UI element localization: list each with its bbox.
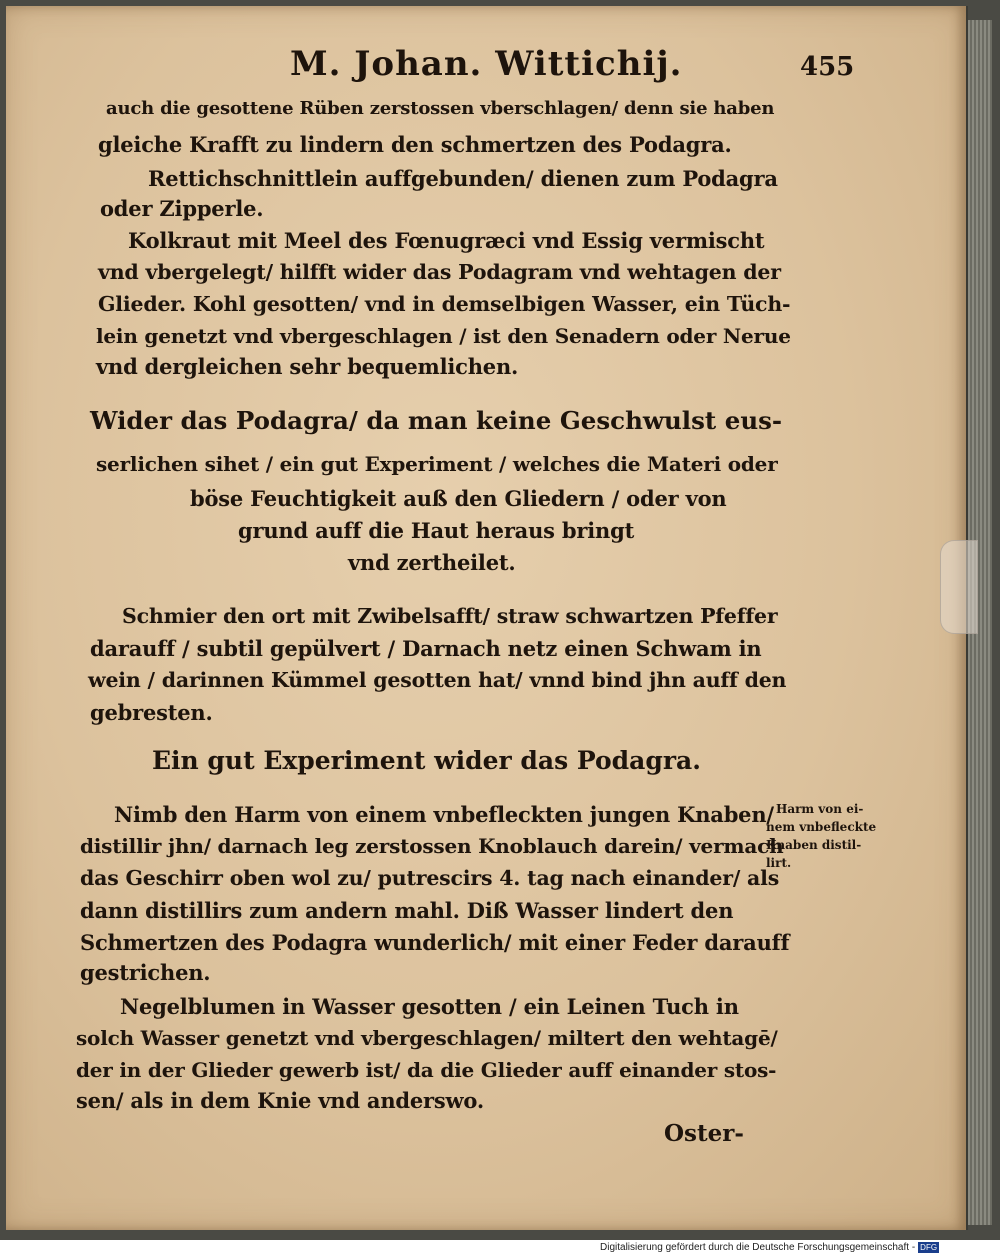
text-line: Nimb den Harm von einem vnbefleckten jungen Knaben/ [114,802,774,827]
text-line: lein genetzt vnd vbergeschlagen / ist den Senadern oder Nerue [96,324,791,348]
text-line: wein / darinnen Kümmel gesotten hat/ vnnd bind jhn auff den [88,668,787,692]
running-head: M. Johan. Wittichij. [290,44,683,84]
page-marker-tab [940,540,978,634]
section-heading-line: böse Feuchtigkeit auß den Gliedern / oder von [190,486,727,511]
catchword: Oster- [664,1120,744,1147]
marginal-note-line: lirt. [766,856,792,870]
text-line: der in der Glieder gewerb ist/ da die Glieder auff einander stos- [76,1058,777,1082]
text-line: dann distillirs zum andern mahl. Diß Wasser lindert den [80,898,734,923]
marginal-note-line: nem vnbefleckte [766,820,877,834]
text-line: Schmier den ort mit Zwibelsafft/ straw schwartzen Pfeffer [122,604,778,628]
section-heading-line: Wider das Podagra/ da man keine Geschwulst eus- [90,406,783,435]
text-line: vnd dergleichen sehr bequemlichen. [96,354,519,379]
text-line: gleiche Krafft zu lindern den schmertzen des Podagra. [98,132,732,157]
credit-text: Digitalisierung gefördert durch die Deutsche Forschungsgemeinschaft - [600,1242,916,1253]
text-line: oder Zipperle. [100,196,264,221]
text-line: Rettichschnittlein auffgebunden/ dienen zum Podagra [148,166,778,191]
text-line: Schmertzen des Podagra wunderlich/ mit einer Feder darauff [80,930,790,955]
text-line: gebresten. [90,700,213,725]
marginal-note-line: Knaben distil- [766,838,862,852]
text-line: vnd vbergelegt/ hilfft wider das Podagram vnd wehtagen der [98,260,781,284]
text-line: auch die gesottene Rüben zerstossen vberschlagen/ denn sie haben [106,98,775,119]
text-line: Negelblumen in Wasser gesotten / ein Leinen Tuch in [120,994,739,1019]
text-line: distillir jhn/ darnach leg zerstossen Knoblauch darein/ vermach [80,834,784,858]
text-line: sen/ als in dem Knie vnd anderswo. [76,1088,484,1113]
marginal-note-line: Harm von ei- [776,802,864,816]
dfg-logo: DFG [920,1242,938,1252]
section-heading: Ein gut Experiment wider das Podagra. [152,746,701,775]
text-line: Glieder. Kohl gesotten/ vnd in demselbigen Wasser, ein Tüch- [98,292,791,316]
text-line: darauff / subtil gepülvert / Darnach netz einen Schwam in [90,636,762,661]
section-heading-line: grund auff die Haut heraus bringt [238,518,635,543]
text-line: das Geschirr oben wol zu/ putrescirs 4. tag nach einander/ als [80,866,780,890]
section-heading-line: vnd zertheilet. [348,550,516,575]
page-number: 455 [800,52,855,82]
text-line: gestrichen. [80,960,211,985]
text-line: solch Wasser genetzt vnd vbergeschlagen/ miltert den wehtagē/ [76,1026,778,1050]
text-line: Kolkraut mit Meel des Fœnugræci vnd Essig vermischt [128,228,765,253]
digitization-credit [600,1240,1000,1255]
section-heading-line: serlichen sihet / ein gut Experiment / welches die Materi oder [96,452,778,476]
